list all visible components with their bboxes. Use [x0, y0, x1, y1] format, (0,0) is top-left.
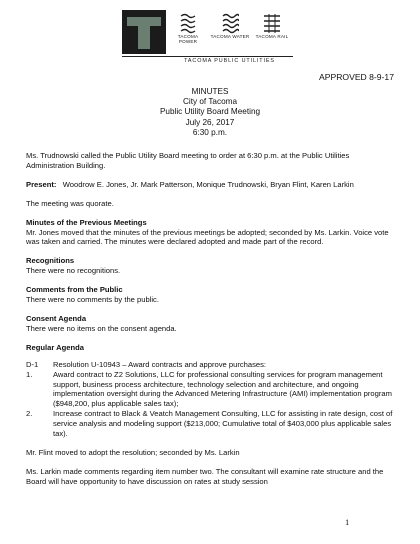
present-label: Present: [26, 179, 57, 189]
water-wave-icon [221, 12, 239, 34]
consent-text: There were no items on the consent agenda. [26, 323, 177, 333]
heading-title: MINUTES [191, 87, 229, 96]
tacoma-public-utilities-logo [122, 10, 293, 68]
minutes-heading: Minutes of the Previous Meetings [26, 217, 147, 227]
rail-track-icon [263, 12, 281, 34]
heading-meeting: Public Utility Board Meeting [159, 107, 261, 117]
heading-time: 6:30 p.m. [192, 127, 228, 137]
subitem-number: 2. [26, 409, 33, 419]
rail-label: TACOMA RAIL [255, 34, 289, 39]
heading-city: City of Tacoma [183, 97, 237, 107]
recognitions-text: There were no recognitions. [26, 266, 121, 276]
logo-divider [122, 56, 293, 57]
recognitions-heading: Recognitions [26, 256, 75, 266]
larkin-comments: Ms. Larkin made comments regarding item number two. The consultant will examine rate structure and the Board will have opportunity to have discussion on rates at study session [26, 466, 384, 486]
logo-name: TACOMA PUBLIC UTILITIES [184, 58, 275, 64]
minutes-text: Mr. Jones moved that the minutes of the previous meetings be adopted; seconded by Ms. Larkin. Voice vote was taken and carried. The minutes were declared adopted and made part of the record. [26, 227, 389, 247]
consent-heading: Consent Agenda [26, 313, 87, 323]
heading-date: July 26, 2017 [185, 117, 235, 127]
tacoma-water-logo-unit [210, 10, 250, 54]
logo-t-mark [122, 10, 166, 54]
agenda-subitem [26, 409, 398, 439]
quorate-text: The meeting was quorate. [26, 198, 114, 208]
approved-stamp: APPROVED 8-9-17 [319, 72, 394, 82]
comments-heading: Comments from the Public [26, 285, 123, 295]
subitem-number: 1. [26, 369, 33, 379]
tacoma-power-logo-unit [168, 10, 208, 54]
subitem-text: Award contract to Z2 Solutions, LLC for professional consulting services for program management support, business process architecture, technology selection and architecture, and ongoing implementation oversight during the Advanced Metering Infrastructure (AMI) implementation program ($948,200, plus applicable sales tax); [53, 369, 392, 409]
minutes-body [26, 151, 398, 487]
page-number: 1 [345, 517, 350, 527]
present-paragraph [26, 180, 398, 190]
agenda-item-d1 [26, 360, 398, 370]
tacoma-rail-logo-unit [252, 10, 292, 54]
present-names: Woodrow E. Jones, Jr. Mark Patterson, Monique Trudnowski, Bryan Flint, Karen Larkin [62, 179, 354, 189]
comments-text: There were no comments by the public. [26, 295, 159, 305]
agenda-item-text: Resolution U-10943 – Award contracts and approve purchases: [53, 359, 267, 369]
subitem-text: Increase contract to Black & Veatch Management Consulting, LLC for assisting in rate design, cost of service analysis and modeling support ($213,000; Cumulative total of $403,000 plus applicable sales tax). [53, 409, 393, 439]
water-label: TACOMA WATER [210, 34, 250, 39]
motion-text: Mr. Flint moved to adopt the resolution; seconded by Ms. Larkin [26, 447, 240, 457]
power-label: TACOMA POWER [177, 34, 199, 44]
power-wave-icon [179, 12, 197, 34]
document-heading [0, 87, 420, 138]
call-to-order: Ms. Trudnowski called the Public Utility Board meeting to order at 6:30 p.m. at the Public Utilities Administration Building. [26, 151, 350, 170]
agenda-item-number: D-1 [26, 359, 39, 369]
regular-agenda-heading: Regular Agenda [26, 342, 84, 352]
agenda-subitem [26, 370, 398, 410]
